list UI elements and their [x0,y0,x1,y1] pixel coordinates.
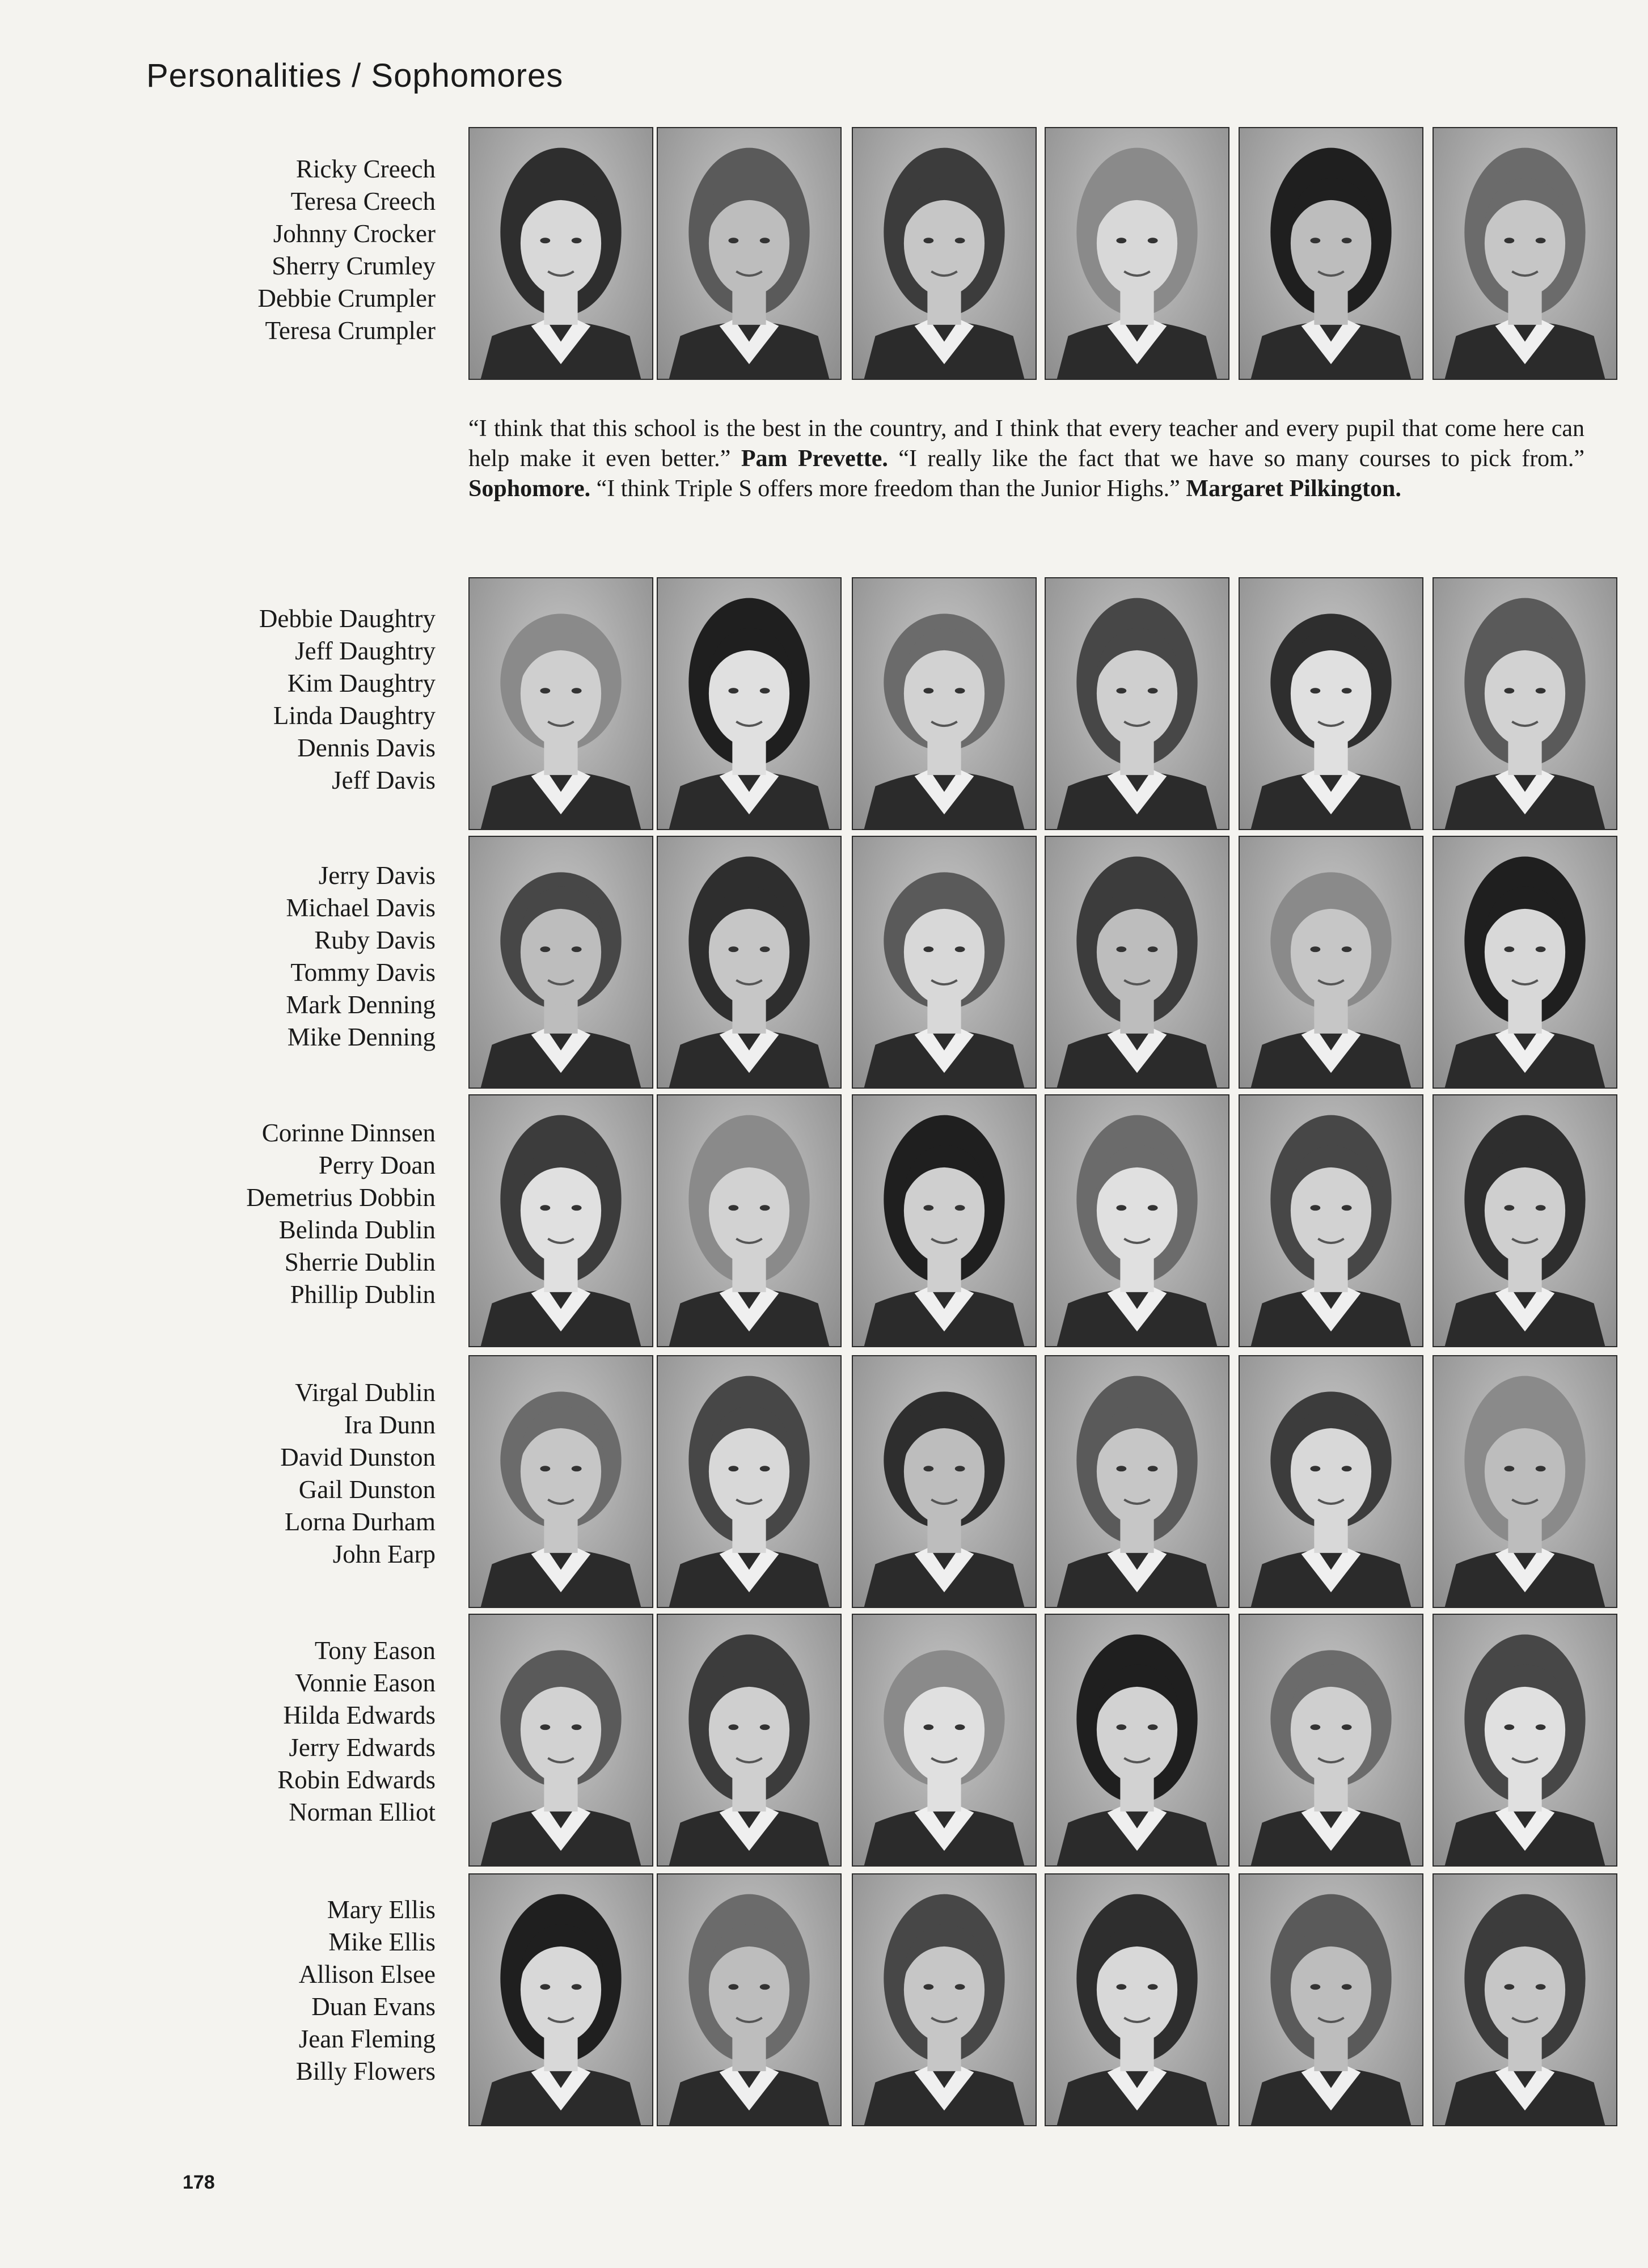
student-portrait [1045,1873,1229,2126]
portrait-eye [955,1724,965,1730]
student-portrait [1045,1355,1229,1608]
name-list [0,1117,436,1311]
student-portrait [852,1094,1037,1347]
quote-attribution-1: Pam Prevette. [741,446,888,472]
student-name: Virgal Dublin [295,1378,436,1407]
student-portrait [852,1873,1037,2126]
quote-attribution-2: Sophomore. [468,476,591,502]
student-name: Allison Elsee [298,1960,436,1988]
student-portrait [657,1873,842,2126]
portrait-eye [1148,1984,1158,1990]
portrait-eye [923,1466,933,1471]
portrait-eye [1148,946,1158,952]
portrait-eye [1148,688,1158,693]
name-list [0,1894,436,2088]
quote-attribution-3: Margaret Pilkington. [1186,476,1401,502]
portrait-eye [1536,1466,1546,1471]
portrait-eye [760,1984,770,1990]
portrait-eye [1148,238,1158,243]
portrait-eye [1310,1205,1320,1211]
portrait-eye [1504,688,1514,693]
portrait-eye [955,238,965,243]
student-portrait [1433,1614,1617,1867]
student-portrait [1433,836,1617,1089]
student-portrait [468,1355,653,1608]
student-name: Phillip Dublin [290,1280,436,1309]
portrait-eye [955,1466,965,1471]
name-list [0,153,436,347]
student-name: Mike Ellis [328,1928,436,1956]
portrait-eye [923,688,933,693]
student-portrait [1433,1094,1617,1347]
portrait-eye [728,1724,738,1730]
page-number: 178 [183,2172,215,2193]
student-portrait [852,127,1037,380]
portrait-eye [728,946,738,952]
portrait-eye [760,946,770,952]
portrait-eye [1116,1984,1126,1990]
student-name: Perry Doan [318,1151,436,1179]
student-name: Jeff Davis [332,766,436,794]
portrait-eye [923,946,933,952]
portrait-eye [728,688,738,693]
student-portrait [1433,1873,1617,2126]
student-name: Duan Evans [311,1992,436,2021]
portrait-eye [1148,1466,1158,1471]
portrait-eye [1536,1984,1546,1990]
portrait-eye [1310,688,1320,693]
student-portrait [1239,1873,1423,2126]
portrait-eye [923,1205,933,1211]
student-name: Mark Denning [286,991,436,1019]
portrait-eye [760,1466,770,1471]
student-name: Robin Edwards [277,1766,436,1794]
portrait-eye [1310,238,1320,243]
student-name: Ira Dunn [344,1411,436,1439]
name-list [0,603,436,797]
portrait-eye [540,1466,550,1471]
student-name: Jeff Daughtry [295,637,436,665]
page-title: Personalities / Sophomores [146,57,564,94]
student-name: Johnny Crocker [273,219,436,248]
student-portrait [852,836,1037,1089]
portrait-eye [1342,1984,1352,1990]
student-portrait [468,836,653,1089]
portrait-eye [540,688,550,693]
student-portrait [657,577,842,830]
quote-text-2: “I really like the fact that we have so many courses to pick from.” [888,446,1584,472]
student-portrait [1045,1094,1229,1347]
portrait-eye [955,1205,965,1211]
student-name: Sherry Crumley [272,252,436,280]
portrait-eye [760,688,770,693]
student-portrait [657,127,842,380]
student-portrait [468,1094,653,1347]
portrait-eye [540,946,550,952]
portrait-eye [1310,1466,1320,1471]
student-name: Sherrie Dublin [284,1248,436,1276]
portrait-eye [728,1466,738,1471]
portrait-eye [955,1984,965,1990]
student-name: Dennis Davis [297,734,436,762]
student-portrait [657,836,842,1089]
portrait-eye [1504,1205,1514,1211]
student-portrait [1239,1094,1423,1347]
portrait-eye [1342,1466,1352,1471]
student-name: David Dunston [280,1443,436,1471]
portrait-eye [1342,1724,1352,1730]
portrait-eye [728,1984,738,1990]
portrait-eye [1310,1984,1320,1990]
portrait-eye [1342,946,1352,952]
portrait-eye [1504,1466,1514,1471]
portrait-eye [572,1984,582,1990]
student-name: Vonnie Eason [295,1669,436,1697]
student-portrait [852,1614,1037,1867]
portrait-eye [1504,1984,1514,1990]
student-name: Teresa Creech [290,187,436,215]
student-portrait [468,1614,653,1867]
portrait-eye [1310,946,1320,952]
student-name: Jerry Davis [318,861,436,890]
portrait-eye [1342,1205,1352,1211]
portrait-eye [923,238,933,243]
portrait-eye [1310,1724,1320,1730]
portrait-eye [1116,238,1126,243]
student-portrait [1433,127,1617,380]
student-name: Gail Dunston [298,1475,436,1504]
portrait-eye [1116,688,1126,693]
portrait-eye [572,1466,582,1471]
portrait-eye [572,238,582,243]
student-name: Tommy Davis [290,958,436,987]
student-portrait [852,1355,1037,1608]
student-portrait [1239,577,1423,830]
student-portrait [1239,1614,1423,1867]
name-list [0,1635,436,1829]
student-name: Hilda Edwards [283,1701,436,1729]
student-portrait [1239,1355,1423,1608]
student-portrait [1045,836,1229,1089]
student-name: Jerry Edwards [289,1733,436,1762]
student-name: Corinne Dinnsen [261,1119,436,1147]
portrait-eye [760,1205,770,1211]
portrait-eye [572,1724,582,1730]
student-portrait [1239,836,1423,1089]
portrait-eye [955,688,965,693]
student-name: Ruby Davis [314,926,436,954]
portrait-eye [540,1984,550,1990]
portrait-eye [760,238,770,243]
portrait-eye [760,1724,770,1730]
portrait-eye [728,238,738,243]
portrait-eye [1536,1205,1546,1211]
student-portrait [1045,577,1229,830]
student-portrait [852,577,1037,830]
student-name: Demetrius Dobbin [246,1183,436,1212]
portrait-eye [1536,946,1546,952]
student-name: Ricky Creech [295,155,436,183]
quote-text-1: “I think that this school is the best in the country, and I think that every teacher and every pupil that come here can help make it even better.” [468,416,1584,472]
portrait-eye [1536,1724,1546,1730]
student-portrait [468,127,653,380]
portrait-eye [1116,1466,1126,1471]
student-portrait [657,1614,842,1867]
student-portrait [657,1355,842,1608]
student-portrait [657,1094,842,1347]
student-portrait [1433,577,1617,830]
portrait-eye [1342,688,1352,693]
portrait-eye [540,1205,550,1211]
name-list [0,1377,436,1571]
portrait-eye [1504,1724,1514,1730]
portrait-eye [955,946,965,952]
portrait-eye [923,1984,933,1990]
student-portrait [468,577,653,830]
portrait-eye [1536,238,1546,243]
quote-text-3: “I think Triple S offers more freedom than the Junior Highs.” [590,476,1186,502]
student-portrait [1239,127,1423,380]
portrait-eye [572,688,582,693]
student-portrait [1045,1614,1229,1867]
student-name: Linda Daughtry [273,701,436,730]
student-name: Norman Elliot [289,1798,436,1826]
student-quotes [468,414,1584,504]
portrait-eye [1342,238,1352,243]
student-name: John Earp [332,1540,436,1568]
portrait-eye [1504,946,1514,952]
name-list [0,860,436,1053]
portrait-eye [923,1724,933,1730]
student-name: Jean Fleming [298,2025,436,2053]
portrait-eye [1116,1724,1126,1730]
student-name: Mike Denning [287,1023,436,1051]
portrait-eye [572,946,582,952]
portrait-eye [1504,238,1514,243]
portrait-eye [540,1724,550,1730]
portrait-eye [1116,946,1126,952]
student-name: Debbie Daughtry [259,604,436,633]
student-name: Billy Flowers [295,2057,436,2085]
student-portrait [1433,1355,1617,1608]
portrait-eye [1116,1205,1126,1211]
student-portrait [468,1873,653,2126]
portrait-eye [1536,688,1546,693]
portrait-eye [1148,1724,1158,1730]
student-name: Belinda Dublin [278,1216,436,1244]
student-name: Tony Eason [314,1636,436,1665]
student-portrait [1045,127,1229,380]
portrait-eye [1148,1205,1158,1211]
portrait-eye [572,1205,582,1211]
portrait-eye [540,238,550,243]
student-name: Teresa Crumpler [265,316,436,345]
student-name: Lorna Durham [284,1508,436,1536]
student-name: Debbie Crumpler [257,284,436,312]
student-name: Mary Ellis [327,1895,436,1924]
student-name: Michael Davis [286,894,436,922]
student-name: Kim Daughtry [287,669,436,697]
portrait-eye [728,1205,738,1211]
